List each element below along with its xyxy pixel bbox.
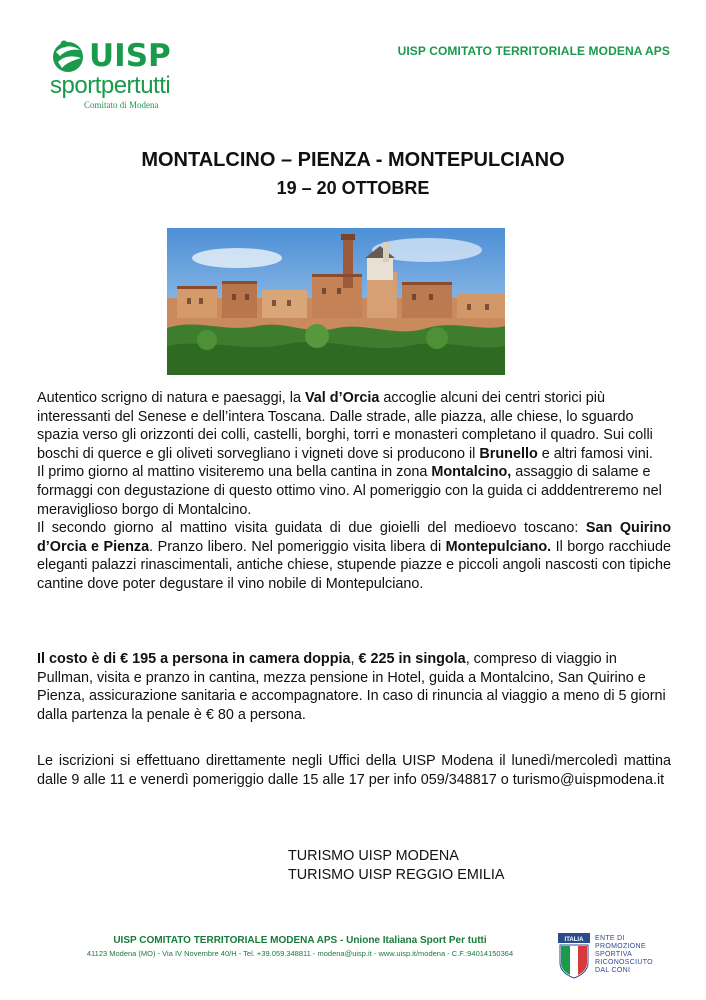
paragraph-day-one: Il primo giorno al mattino visiteremo una bella cantina in zona Montalcino, assaggio di salame e formaggi con degustazione di questo ottimo vino. Al pomeriggio con la guida ci adddentreremo nel meraviglioso borgo di Montalcino. [37,464,662,518]
footer-address: 41123 Modena (MO) - Via IV Novembre 40/H - Tel. +39.059.348811 - modena@uisp.it - www.uisp.it/modena - C.F.:94014150364 [86,949,514,958]
signature-block [288,847,504,885]
paragraph-registration: Le iscrizioni si effettuano direttamente negli Uffici della UISP Modena il lunedì/mercoledì mattina dalle 9 alle 11 e venerdì pomeriggio dalle 15 alle 17 per info 059/348817 o turismo@uispmodena.it [37,753,671,788]
footer [40,935,560,958]
uisp-ball-icon [50,38,86,74]
highlight-val-dorcia: Val d’Orcia [305,390,380,406]
price-double: Il costo è di € 195 a persona in camera doppia [37,651,351,667]
paragraph-intro: Autentico scrigno di natura e paesaggi, la Val d’Orcia accoglie alcuni dei centri storici più interessanti del Senese e dell’intera Toscana. Dalle strade, alle piazza, alle chiese, lo sguardo spazia verso gli orizzonti dei colli, castelli, borghi, torri e monasteri completano il quadro. Sui colli boschi di querce e gli oliveti sorvegliano i vigneti dove si producono il Brunello e altri famosi vini. [37,390,653,462]
signature-line-1: TURISMO UISP MODENA [288,848,459,864]
highlight-montalcino: Montalcino, [431,464,512,481]
logo-brand: UISP [89,38,171,74]
logo-subtitle: Comitato di Modena [84,100,159,110]
coni-badge-label: ITALIA [564,937,584,943]
highlight-montepulciano: Montepulciano. [445,538,552,555]
paragraph-day-two: Il secondo giorno al mattino visita guidata di due gioielli del medioevo toscano: San Quirino d’Orcia e Pienza. Pranzo libero. Nel pomeriggio visita libera di Montepulciano. Il borgo racchiude eleganti palazzi rinascimentali, antiche chiese, stupende piazze e piccoli angoli nascosti con tipiche cantine dove poter degustare il vino nobile di Montepulciano. [37,520,671,592]
paragraph-price: Il costo è di € 195 a persona in camera doppia, € 225 in singola, compreso di viaggio in Pullman, visita e pranzo in cantina, mezza pensione in Hotel, guida a Montalcino, San Quirino e Pienza, assicurazione sanitaria e accompagnatore. In caso di rinuncia al viaggio a meno di 5 giorni dalla partenza la penale è € 80 a persona. [37,651,666,723]
price-single: € 225 in singola [358,651,466,667]
signature-line-2: TURISMO UISP REGGIO EMILIA [288,867,505,883]
uisp-logo [50,38,200,128]
event-dates: 19 – 20 OTTOBRE [276,178,430,198]
town-photo [167,228,505,375]
coni-badge [558,933,676,981]
coni-italia-shield-icon [558,933,590,979]
coni-text: ENTE DI PROMOZIONE SPORTIVA RICONOSCIUTO DAL CONI [595,935,653,974]
event-title: MONTALCINO – PIENZA - MONTEPULCIANO [141,149,565,171]
highlight-brunello: Brunello [479,445,538,462]
header-org: UISP COMITATO TERRITORIALE MODENA APS [397,44,670,58]
footer-org: UISP COMITATO TERRITORIALE MODENA APS - Unione Italiana Sport Per tutti [113,935,487,946]
description-block [37,389,671,594]
highlight-san-quirino-pienza: San Quirino d’Orcia e Pienza [37,520,671,555]
logo-tagline: sportpertutti [50,72,171,99]
